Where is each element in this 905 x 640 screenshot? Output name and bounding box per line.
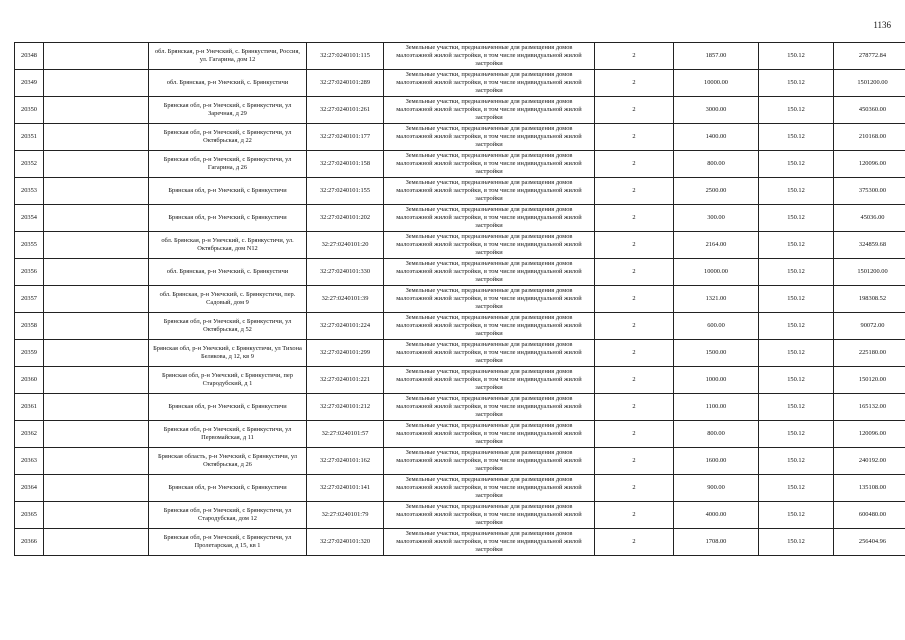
empty-cell — [44, 232, 149, 259]
area-cell: 1708.00 — [674, 529, 759, 556]
rate-cell: 150.12 — [759, 232, 834, 259]
cadastral-number-cell: 32:27:0240101:79 — [307, 502, 384, 529]
cadastral-value-cell: 90072.00 — [834, 313, 905, 340]
cadastral-value-cell: 600480.00 — [834, 502, 905, 529]
empty-cell — [44, 97, 149, 124]
land-use-cell: Земельные участки, предназначенные для размещения домов малоэтажной жилой застройки, в том числе индивидуальной жилой застройки — [384, 502, 595, 529]
area-cell: 4000.00 — [674, 502, 759, 529]
empty-cell — [44, 259, 149, 286]
cadastral-value-cell: 120096.00 — [834, 421, 905, 448]
empty-cell — [44, 340, 149, 367]
area-cell: 800.00 — [674, 421, 759, 448]
area-cell: 600.00 — [674, 313, 759, 340]
address-cell: Брянская обл, р-н Унечский, с Брянкустичи, пер Стародубский, д 1 — [149, 367, 307, 394]
empty-cell — [44, 151, 149, 178]
empty-cell — [44, 394, 149, 421]
address-cell: Брянская обл, р-н Унечский, с Брянкустичи, ул Тихона Белякова, д 12, кв 9 — [149, 340, 307, 367]
row-number-cell: 20351 — [15, 124, 44, 151]
category-cell: 2 — [595, 475, 674, 502]
land-use-cell: Земельные участки, предназначенные для размещения домов малоэтажной жилой застройки, в том числе индивидуальной жилой застройки — [384, 70, 595, 97]
cadastral-number-cell: 32:27:0240101:299 — [307, 340, 384, 367]
cadastral-number-cell: 32:27:0240101:162 — [307, 448, 384, 475]
cadastral-number-cell: 32:27:0240101:115 — [307, 43, 384, 70]
rate-cell: 150.12 — [759, 448, 834, 475]
row-number-cell: 20358 — [15, 313, 44, 340]
cadastral-value-cell: 225180.00 — [834, 340, 905, 367]
address-cell: обл. Брянская, р-н Унечский, с. Брянкустичи — [149, 259, 307, 286]
area-cell: 3000.00 — [674, 97, 759, 124]
category-cell: 2 — [595, 448, 674, 475]
cadastral-number-cell: 32:27:0240101:39 — [307, 286, 384, 313]
table-row — [15, 475, 905, 502]
category-cell: 2 — [595, 529, 674, 556]
rate-cell: 150.12 — [759, 529, 834, 556]
land-use-cell: Земельные участки, предназначенные для размещения домов малоэтажной жилой застройки, в том числе индивидуальной жилой застройки — [384, 178, 595, 205]
area-cell: 2500.00 — [674, 178, 759, 205]
rate-cell: 150.12 — [759, 340, 834, 367]
cadastral-number-cell: 32:27:0240101:202 — [307, 205, 384, 232]
area-cell: 900.00 — [674, 475, 759, 502]
land-use-cell: Земельные участки, предназначенные для размещения домов малоэтажной жилой застройки, в том числе индивидуальной жилой застройки — [384, 475, 595, 502]
table-row — [15, 259, 905, 286]
cadastral-number-cell: 32:27:0240101:155 — [307, 178, 384, 205]
area-cell: 1857.00 — [674, 43, 759, 70]
table-row — [15, 97, 905, 124]
cadastral-value-cell: 1501200.00 — [834, 70, 905, 97]
rate-cell: 150.12 — [759, 502, 834, 529]
table-row — [15, 286, 905, 313]
category-cell: 2 — [595, 151, 674, 178]
cadastral-number-cell: 32:27:0240101:57 — [307, 421, 384, 448]
cadastral-number-cell: 32:27:0240101:330 — [307, 259, 384, 286]
cadastral-value-cell: 165132.00 — [834, 394, 905, 421]
row-number-cell: 20350 — [15, 97, 44, 124]
address-cell: обл. Брянская, р-н Унечский, с. Брянкустичи, Россия, ул. Гагарина, дом 12 — [149, 43, 307, 70]
area-cell: 1400.00 — [674, 124, 759, 151]
cadastral-value-cell: 150120.00 — [834, 367, 905, 394]
address-cell: Брянская обл, р-н Унечский, с Брянкустичи — [149, 178, 307, 205]
area-cell: 1600.00 — [674, 448, 759, 475]
area-cell: 300.00 — [674, 205, 759, 232]
cadastral-number-cell: 32:27:0240101:20 — [307, 232, 384, 259]
category-cell: 2 — [595, 502, 674, 529]
row-number-cell: 20366 — [15, 529, 44, 556]
cadastral-number-cell: 32:27:0240101:261 — [307, 97, 384, 124]
area-cell: 2164.00 — [674, 232, 759, 259]
rate-cell: 150.12 — [759, 313, 834, 340]
land-use-cell: Земельные участки, предназначенные для размещения домов малоэтажной жилой застройки, в том числе индивидуальной жилой застройки — [384, 151, 595, 178]
row-number-cell: 20362 — [15, 421, 44, 448]
empty-cell — [44, 502, 149, 529]
cadastral-number-cell: 32:27:0240101:224 — [307, 313, 384, 340]
table-row — [15, 448, 905, 475]
address-cell: Брянская обл, р-н Унечский, с Брянкустичи, ул Октябрьская, д 52 — [149, 313, 307, 340]
land-use-cell: Земельные участки, предназначенные для размещения домов малоэтажной жилой застройки, в том числе индивидуальной жилой застройки — [384, 394, 595, 421]
address-cell: Брянская обл, р-н Унечский, с Брянкустичи, ул Гагарина, д 26 — [149, 151, 307, 178]
land-use-cell: Земельные участки, предназначенные для размещения домов малоэтажной жилой застройки, в том числе индивидуальной жилой застройки — [384, 313, 595, 340]
row-number-cell: 20360 — [15, 367, 44, 394]
table-row — [15, 313, 905, 340]
table-row — [15, 151, 905, 178]
address-cell: обл. Брянская, р-н Унечский, с. Брянкустичи, пер. Садовый, дом 9 — [149, 286, 307, 313]
cadastral-value-cell: 120096.00 — [834, 151, 905, 178]
empty-cell — [44, 43, 149, 70]
cadastral-number-cell: 32:27:0240101:221 — [307, 367, 384, 394]
rate-cell: 150.12 — [759, 124, 834, 151]
address-cell: Брянская обл, р-н Унечский, с Брянкустичи, ул Пролетарская, д 15, кв 1 — [149, 529, 307, 556]
row-number-cell: 20361 — [15, 394, 44, 421]
rate-cell: 150.12 — [759, 286, 834, 313]
table-row — [15, 232, 905, 259]
rate-cell: 150.12 — [759, 394, 834, 421]
land-use-cell: Земельные участки, предназначенные для размещения домов малоэтажной жилой застройки, в том числе индивидуальной жилой застройки — [384, 124, 595, 151]
cadastral-value-cell: 375300.00 — [834, 178, 905, 205]
area-cell: 10000.00 — [674, 259, 759, 286]
category-cell: 2 — [595, 421, 674, 448]
rate-cell: 150.12 — [759, 475, 834, 502]
rate-cell: 150.12 — [759, 367, 834, 394]
table-body — [15, 43, 905, 556]
category-cell: 2 — [595, 205, 674, 232]
table-row — [15, 340, 905, 367]
address-cell: Брянская обл, р-н Унечский, с Брянкустичи — [149, 205, 307, 232]
cadastral-value-table — [14, 42, 905, 556]
empty-cell — [44, 286, 149, 313]
rate-cell: 150.12 — [759, 151, 834, 178]
cadastral-value-cell: 210168.00 — [834, 124, 905, 151]
address-cell: Брянская обл, р-н Унечский, с Брянкустичи, ул Первомайская, д 11 — [149, 421, 307, 448]
row-number-cell: 20348 — [15, 43, 44, 70]
address-cell: Брянская область, р-н Унечский, с Брянкустичи, ул Октябрьская, д 26 — [149, 448, 307, 475]
row-number-cell: 20355 — [15, 232, 44, 259]
cadastral-number-cell: 32:27:0240101:158 — [307, 151, 384, 178]
land-use-cell: Земельные участки, предназначенные для размещения домов малоэтажной жилой застройки, в том числе индивидуальной жилой застройки — [384, 421, 595, 448]
land-use-cell: Земельные участки, предназначенные для размещения домов малоэтажной жилой застройки, в том числе индивидуальной жилой застройки — [384, 205, 595, 232]
cadastral-number-cell: 32:27:0240101:320 — [307, 529, 384, 556]
empty-cell — [44, 205, 149, 232]
rate-cell: 150.12 — [759, 70, 834, 97]
cadastral-value-cell: 135108.00 — [834, 475, 905, 502]
address-cell: Брянская обл, р-н Унечский, с Брянкустичи, ул Стародубская, дом 12 — [149, 502, 307, 529]
empty-cell — [44, 313, 149, 340]
cadastral-value-cell: 1501200.00 — [834, 259, 905, 286]
category-cell: 2 — [595, 340, 674, 367]
table-row — [15, 205, 905, 232]
area-cell: 10000.00 — [674, 70, 759, 97]
rate-cell: 150.12 — [759, 43, 834, 70]
table-row — [15, 421, 905, 448]
rate-cell: 150.12 — [759, 205, 834, 232]
empty-cell — [44, 124, 149, 151]
land-use-cell: Земельные участки, предназначенные для размещения домов малоэтажной жилой застройки, в том числе индивидуальной жилой застройки — [384, 97, 595, 124]
cadastral-value-cell: 256404.96 — [834, 529, 905, 556]
row-number-cell: 20359 — [15, 340, 44, 367]
address-cell: обл. Брянская, р-н Унечский, с. Брянкустичи — [149, 70, 307, 97]
table-row — [15, 394, 905, 421]
land-use-cell: Земельные участки, предназначенные для размещения домов малоэтажной жилой застройки, в том числе индивидуальной жилой застройки — [384, 340, 595, 367]
table-row — [15, 529, 905, 556]
rate-cell: 150.12 — [759, 97, 834, 124]
cadastral-value-cell: 324859.68 — [834, 232, 905, 259]
cadastral-number-cell: 32:27:0240101:177 — [307, 124, 384, 151]
cadastral-value-cell: 450360.00 — [834, 97, 905, 124]
category-cell: 2 — [595, 313, 674, 340]
area-cell: 1321.00 — [674, 286, 759, 313]
empty-cell — [44, 178, 149, 205]
row-number-cell: 20356 — [15, 259, 44, 286]
cadastral-number-cell: 32:27:0240101:141 — [307, 475, 384, 502]
empty-cell — [44, 448, 149, 475]
category-cell: 2 — [595, 367, 674, 394]
address-cell: Брянская обл, р-н Унечский, с Брянкустичи, ул Заречная, д 29 — [149, 97, 307, 124]
category-cell: 2 — [595, 70, 674, 97]
address-cell: Брянская обл, р-н Унечский, с Брянкустичи — [149, 394, 307, 421]
cadastral-value-cell: 240192.00 — [834, 448, 905, 475]
land-use-cell: Земельные участки, предназначенные для размещения домов малоэтажной жилой застройки, в том числе индивидуальной жилой застройки — [384, 259, 595, 286]
category-cell: 2 — [595, 124, 674, 151]
category-cell: 2 — [595, 43, 674, 70]
area-cell: 1500.00 — [674, 340, 759, 367]
row-number-cell: 20363 — [15, 448, 44, 475]
cadastral-value-cell: 198308.52 — [834, 286, 905, 313]
empty-cell — [44, 529, 149, 556]
row-number-cell: 20353 — [15, 178, 44, 205]
row-number-cell: 20365 — [15, 502, 44, 529]
address-cell: Брянская обл, р-н Унечский, с Брянкустичи, ул Октябрьская, д 22 — [149, 124, 307, 151]
area-cell: 800.00 — [674, 151, 759, 178]
category-cell: 2 — [595, 286, 674, 313]
table-row — [15, 178, 905, 205]
row-number-cell: 20357 — [15, 286, 44, 313]
row-number-cell: 20349 — [15, 70, 44, 97]
land-use-cell: Земельные участки, предназначенные для размещения домов малоэтажной жилой застройки, в том числе индивидуальной жилой застройки — [384, 448, 595, 475]
cadastral-value-cell: 278772.84 — [834, 43, 905, 70]
land-use-cell: Земельные участки, предназначенные для размещения домов малоэтажной жилой застройки, в том числе индивидуальной жилой застройки — [384, 286, 595, 313]
category-cell: 2 — [595, 232, 674, 259]
category-cell: 2 — [595, 259, 674, 286]
empty-cell — [44, 475, 149, 502]
land-use-cell: Земельные участки, предназначенные для размещения домов малоэтажной жилой застройки, в том числе индивидуальной жилой застройки — [384, 367, 595, 394]
area-cell: 1100.00 — [674, 394, 759, 421]
row-number-cell: 20352 — [15, 151, 44, 178]
row-number-cell: 20354 — [15, 205, 44, 232]
category-cell: 2 — [595, 394, 674, 421]
table-row — [15, 70, 905, 97]
cadastral-number-cell: 32:27:0240101:212 — [307, 394, 384, 421]
rate-cell: 150.12 — [759, 259, 834, 286]
land-use-cell: Земельные участки, предназначенные для размещения домов малоэтажной жилой застройки, в том числе индивидуальной жилой застройки — [384, 43, 595, 70]
cadastral-value-cell: 45036.00 — [834, 205, 905, 232]
category-cell: 2 — [595, 178, 674, 205]
table-row — [15, 124, 905, 151]
land-use-cell: Земельные участки, предназначенные для размещения домов малоэтажной жилой застройки, в том числе индивидуальной жилой застройки — [384, 232, 595, 259]
page-number: 1136 — [873, 20, 891, 30]
row-number-cell: 20364 — [15, 475, 44, 502]
rate-cell: 150.12 — [759, 178, 834, 205]
cadastral-number-cell: 32:27:0240101:289 — [307, 70, 384, 97]
address-cell: обл. Брянская, р-н Унечский, с. Брянкустичи, ул. Октябрьская, дом N12 — [149, 232, 307, 259]
table-row — [15, 502, 905, 529]
empty-cell — [44, 367, 149, 394]
category-cell: 2 — [595, 97, 674, 124]
empty-cell — [44, 70, 149, 97]
address-cell: Брянская обл, р-н Унечский, с Брянкустичи — [149, 475, 307, 502]
land-use-cell: Земельные участки, предназначенные для размещения домов малоэтажной жилой застройки, в том числе индивидуальной жилой застройки — [384, 529, 595, 556]
empty-cell — [44, 421, 149, 448]
rate-cell: 150.12 — [759, 421, 834, 448]
table-row — [15, 43, 905, 70]
table-row — [15, 367, 905, 394]
area-cell: 1000.00 — [674, 367, 759, 394]
